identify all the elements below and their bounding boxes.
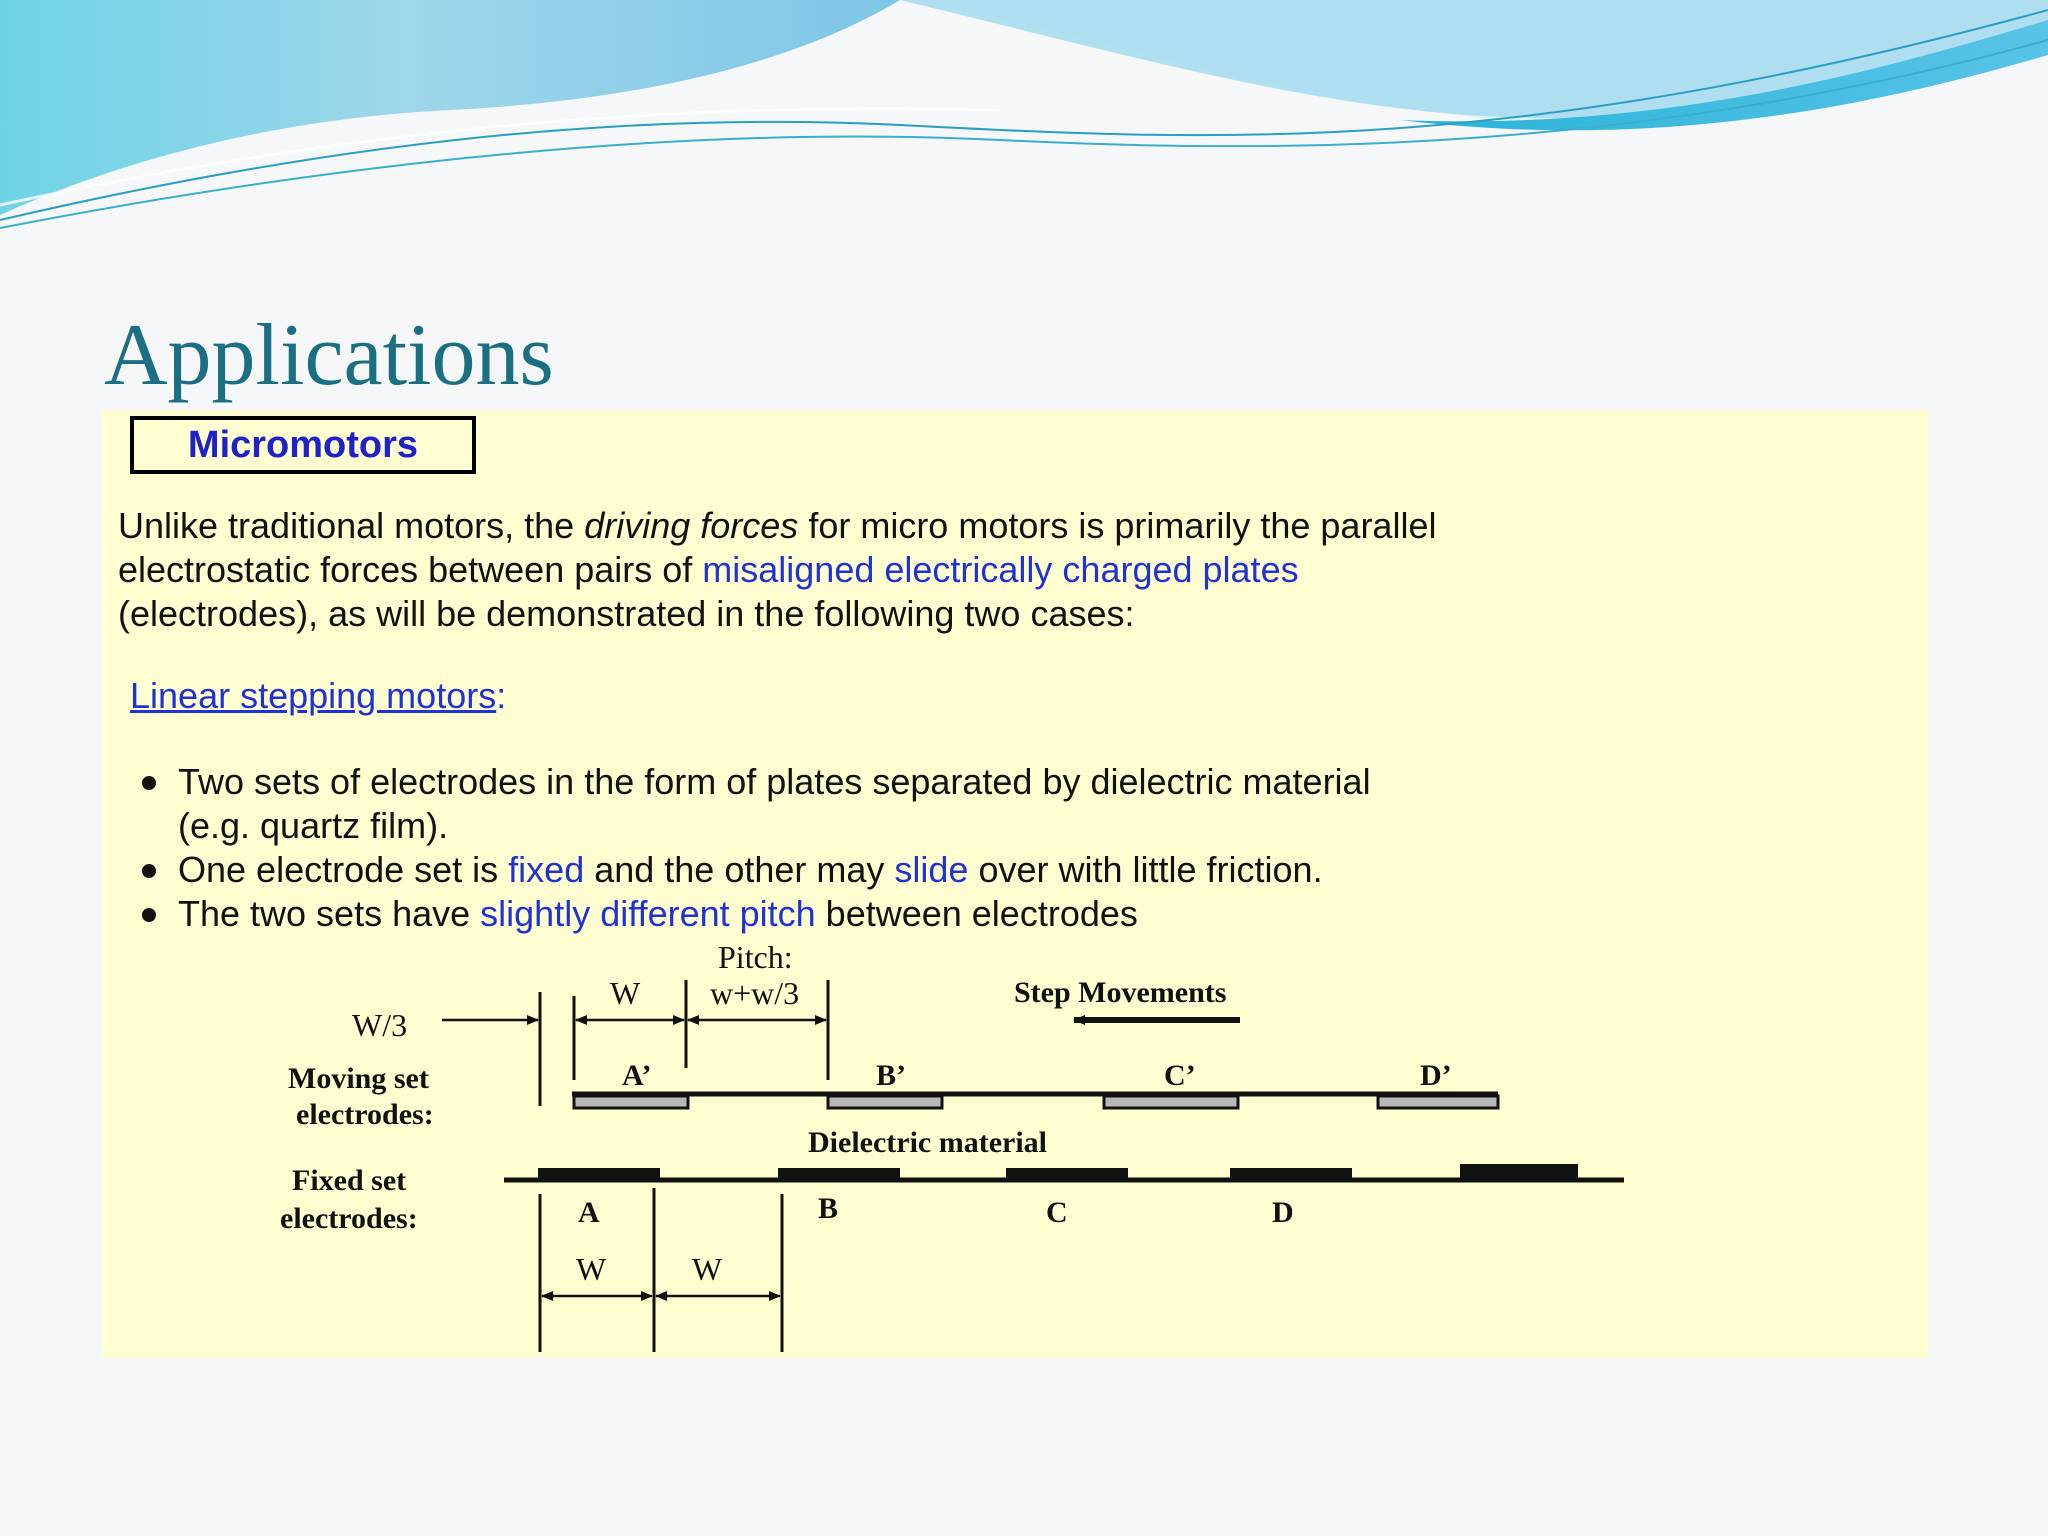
intro-text: Unlike traditional motors, the [118, 505, 585, 546]
step-movements-label: Step Movements [1014, 976, 1227, 1009]
intro-line-2 [118, 548, 1436, 592]
moving-electrode-label: B’ [876, 1059, 906, 1092]
bullet-continuation: (e.g. quartz film). [178, 805, 449, 846]
moving-electrode-label: D’ [1420, 1059, 1452, 1092]
fixed-set-label: electrodes: [280, 1202, 418, 1235]
fixed-electrode-label: A [578, 1196, 600, 1229]
fixed-electrode [538, 1168, 660, 1182]
pitch-label: Pitch: [718, 940, 793, 975]
bullet-icon [142, 908, 156, 922]
intro-highlight: misaligned electrically charged plates [702, 549, 1299, 590]
bullet-text: and the other may [584, 849, 895, 890]
linear-stepping-heading [130, 674, 506, 718]
w-label-bottom: W [576, 1251, 607, 1287]
bullet-highlight: slide [894, 849, 969, 890]
bullet-list [138, 760, 1371, 936]
header-wave-decoration [0, 0, 2048, 240]
moving-electrode [1104, 1096, 1238, 1108]
heading-colon: : [496, 675, 507, 716]
fixed-electrode [1006, 1168, 1128, 1182]
w3-label: W/3 [352, 1007, 408, 1043]
moving-set-label: electrodes: [296, 1098, 434, 1131]
fixed-set-label: Fixed set [292, 1164, 407, 1197]
moving-electrode [828, 1096, 942, 1108]
fixed-electrode-label: D [1272, 1196, 1294, 1229]
w-label-top: W [610, 975, 641, 1011]
moving-electrode-label: A’ [622, 1059, 652, 1092]
list-item [138, 848, 1371, 892]
moving-electrode [574, 1096, 688, 1108]
fixed-electrode [1230, 1168, 1352, 1182]
bullet-text: over with little friction. [968, 849, 1323, 890]
content-panel [102, 410, 1928, 1358]
linear-stepping-link[interactable]: Linear stepping motors [130, 675, 497, 716]
fixed-electrode [778, 1168, 900, 1182]
intro-emphasis: driving forces [584, 505, 799, 546]
list-item [138, 892, 1371, 936]
slide-title: Applications [104, 307, 554, 404]
bullet-text: between electrodes [815, 893, 1138, 934]
pitch-formula: w+w/3 [710, 975, 800, 1011]
bullet-icon [142, 864, 156, 878]
bullet-icon [142, 776, 156, 790]
intro-text: for micro motors is primarily the parallel [798, 505, 1437, 546]
bullet-text: Two sets of electrodes in the form of plates separated by dielectric material [178, 761, 1371, 802]
w-label-bottom: W [692, 1251, 723, 1287]
intro-line-1 [118, 504, 1436, 548]
list-item [138, 760, 1371, 804]
bullet-text: One electrode set is [178, 849, 509, 890]
dielectric-label: Dielectric material [808, 1126, 1048, 1159]
linear-stepping-motor-diagram [102, 940, 1928, 1358]
intro-paragraph [118, 504, 1436, 636]
micromotors-label-box: Micromotors [130, 416, 476, 474]
moving-electrode-label: C’ [1164, 1059, 1196, 1092]
moving-electrode [1378, 1096, 1498, 1108]
bullet-text: The two sets have [178, 893, 481, 934]
bullet-highlight: fixed [508, 849, 585, 890]
moving-set-label: Moving set [288, 1062, 429, 1095]
fixed-electrode [1460, 1164, 1578, 1180]
intro-text: electrostatic forces between pairs of [118, 549, 703, 590]
fixed-electrode-label: C [1046, 1196, 1068, 1229]
intro-line-3: (electrodes), as will be demonstrated in the following two cases: [118, 593, 1135, 634]
fixed-electrode-label: B [818, 1192, 839, 1225]
bullet-highlight: slightly different pitch [480, 893, 816, 934]
